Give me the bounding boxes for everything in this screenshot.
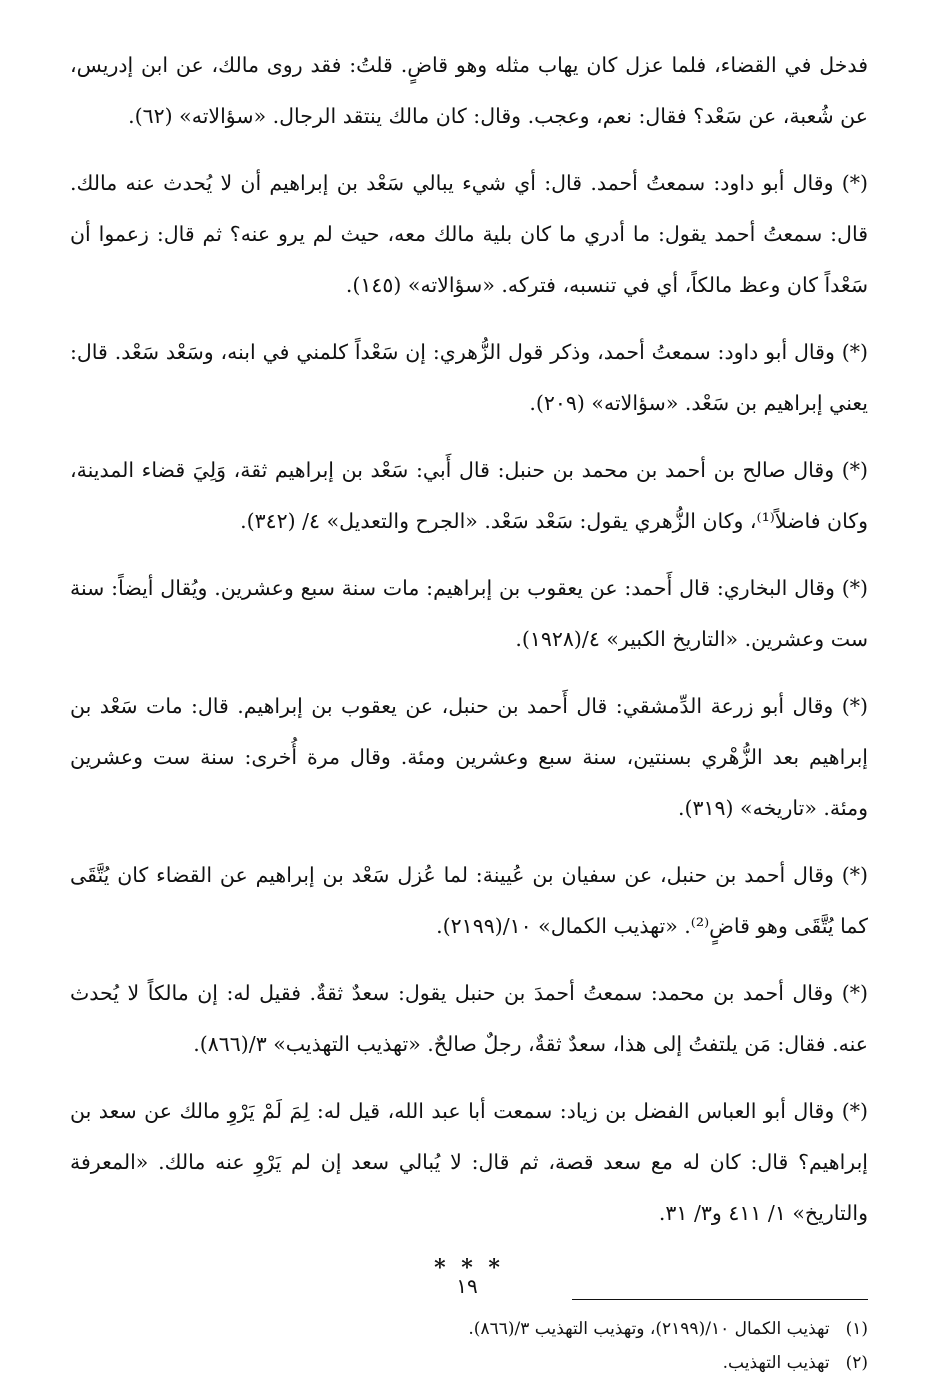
paragraph-continuation: فدخل في القضاء، فلما عزل كان يهاب مثله وهو قاضٍ. قلتُ: فقد روى مالك، عن ابن إدريس، عن شُعبة، عن سَعْد؟ فقال: نعم، وعجب. وقال: كان مالك ينتقد الرجال. «سؤالاته» (٦٢). [70, 53, 868, 128]
paragraph-abu-dawud-2: (*) وقال أبو داود: سمعتُ أحمد، وذكر قول الزُّهري: إن سَعْداً كلمني في ابنه، وسَعْد سَعْد. قال: يعني إبراهيم بن سَعْد. «سؤالاته» (٢٠٩). [70, 340, 868, 415]
paragraph-abu-dawud-1: (*) وقال أبو داود: سمعتُ أحمد. قال: أي شيء يبالي سَعْد بن إبراهيم أن لا يُحدث عنه مالك. قال: سمعتُ أحمد يقول: ما أدري ما كان بلية مالك معه، حيث لم يرو عنه؟ ثم قال: زعموا أن سَعْداً كان وعظ مالكاً، أي في تنسبه، فتركه. «سؤالاته» (١٤٥). [70, 171, 868, 297]
footnote-text: تهذيب التهذيب. [722, 1353, 830, 1373]
body-text [70, 40, 868, 1380]
footnote-text: تهذيب الكمال ١٠/(٢١٩٩)، وتهذيب التهذيب ٣/(٨٦٦). [468, 1319, 830, 1339]
paragraph-ibn-uyayna: (*) وقال أحمد بن حنبل، عن سفيان بن عُيينة: لما عُزل سَعْد بن إبراهيم عن القضاء كان يُتَّقَى كما يُتَّقَى وهو قاضٍ⁽²⁾. «تهذيب الكمال» ١٠/(٢١٩٩). [70, 863, 868, 938]
page-number: ١٩ [456, 1274, 478, 1298]
footnote-number: (٢) [845, 1353, 868, 1373]
footnote-rule [572, 1299, 868, 1300]
footnote-1 [70, 1312, 868, 1346]
paragraph-salih: (*) وقال صالح بن أحمد بن محمد بن حنبل: قال أَبي: سَعْد بن إبراهيم ثقة، وَلِيَ قضاء المدينة، وكان فاضلاً⁽¹⁾، وكان الزُّهري يقول: سَعْد سَعْد. «الجرح والتعديل» ٤/ (٣٤٢). [70, 458, 868, 533]
section-separator: * * * [434, 1255, 504, 1281]
paragraph-fadl-ibn-ziyad: (*) وقال أبو العباس الفضل بن زياد: سمعت أبا عبد الله، قيل له: لِمَ لَمْ يَرْوِ مالك عن سعد بن إبراهيم؟ قال: كان له مع سعد قصة، ثم قال: لا يُبالي سعد إن لم يَرْوِ عنه مالك. «المعرفة والتاريخ» ١/ ٤١١ و٣/ ٣١. [70, 1099, 868, 1225]
paragraph-ahmad-ibn-muhammad: (*) وقال أحمد بن محمد: سمعتُ أحمدَ بن حنبل يقول: سعدٌ ثقةٌ. فقيل له: إن مالكاً لا يُحدث عنه. فقال: مَن يلتفتُ إلى هذا، سعدٌ ثقةٌ، رجلٌ صالحٌ. «تهذيب التهذيب» ٣/(٨٦٦). [70, 981, 868, 1056]
paragraph-abu-zura: (*) وقال أبو زرعة الدِّمشقي: قال أَحمد بن حنبل، عن يعقوب بن إبراهيم. قال: مات سَعْد بن إبراهيم بعد الزُّهْري بسنتين، سنة سبع وعشرين ومئة. وقال مرة أُخرى: سنة ست وعشرين ومئة. «تاريخه» (٣١٩). [70, 694, 868, 820]
paragraph-bukhari: (*) وقال البخاري: قال أَحمد: عن يعقوب بن إبراهيم: مات سنة سبع وعشرين. ويُقال أيضاً: سنة ست وعشرين. «التاريخ الكبير» ٤/(١٩٢٨). [70, 576, 868, 651]
footnote-number: (١) [845, 1319, 868, 1339]
footnote-2 [70, 1346, 868, 1380]
